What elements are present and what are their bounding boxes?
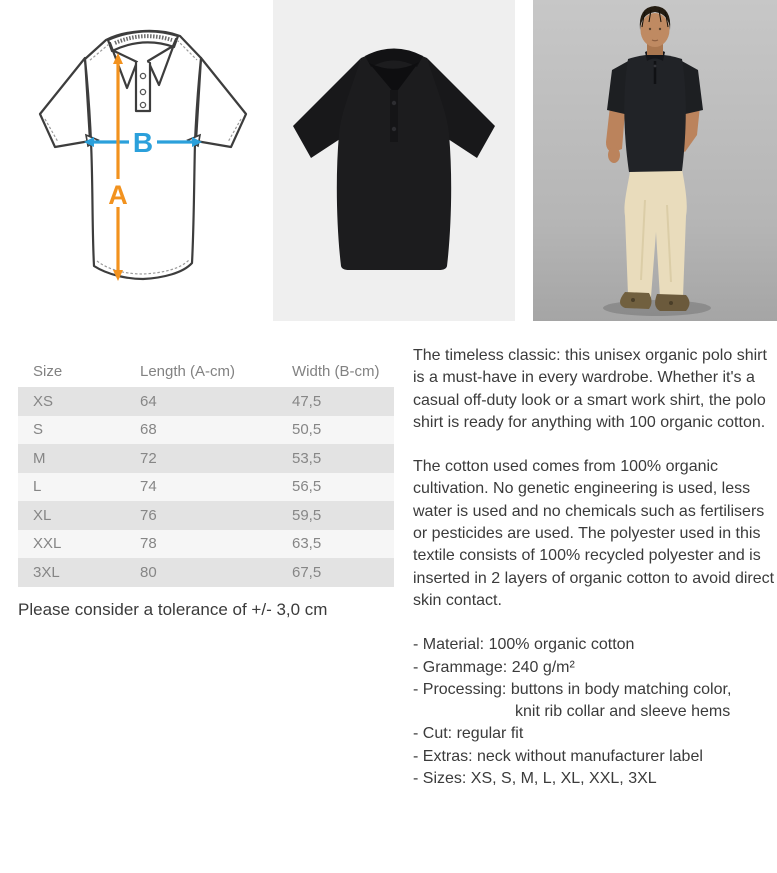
table-row [18, 558, 394, 587]
cell-width: 47,5 [292, 392, 322, 410]
cell-length: 64 [140, 392, 157, 410]
col-header-size: Size [18, 356, 140, 387]
table-row [18, 530, 394, 559]
cell-width: 50,5 [292, 421, 322, 439]
button-1 [140, 73, 145, 78]
cell-size: XS [33, 392, 54, 410]
button-2 [140, 89, 145, 94]
table-row [18, 501, 394, 530]
table-header-row [18, 356, 394, 387]
cell-size: S [33, 421, 44, 439]
flat-button-1 [392, 101, 396, 105]
product-photo-flat [273, 0, 515, 321]
model-photo [533, 0, 777, 321]
table-row [18, 416, 394, 445]
cell-size: XXL [33, 535, 62, 553]
cell-length: 76 [140, 506, 157, 524]
cell-width: 67,5 [292, 563, 322, 581]
model-head [641, 13, 670, 47]
spec-processing: - Processing: buttons in body matching color, [413, 680, 732, 698]
model-eye-left [649, 28, 651, 30]
spec-sizes: - Sizes: XS, S, M, L, XL, XXL, 3XL [413, 770, 657, 788]
size-table [18, 356, 394, 587]
left-sleeve-outline [40, 58, 90, 147]
flat-polo-shirt [273, 0, 515, 321]
cell-width: 53,5 [292, 449, 322, 467]
shoe-detail-1 [631, 298, 635, 302]
model-left-hand [608, 147, 620, 163]
flat-placket [390, 90, 398, 142]
cell-length: 80 [140, 563, 157, 581]
cell-length: 68 [140, 421, 157, 439]
product-description [413, 345, 777, 790]
size-diagram-image [28, 12, 258, 306]
spec-processing-continued: knit rib collar and sleeve hems [515, 703, 731, 721]
spec-list [413, 634, 777, 790]
table-row [18, 387, 394, 416]
model-left-shoe [620, 292, 652, 309]
model-polo-button [654, 65, 657, 68]
description-paragraph-2: The cotton used comes from 100% organic cultivation. No genetic engineering is used, less water is used and no chemicals such as fertilisers or pesticides are used. The polyester used in this textile consists of 100% recycled polyester and is inserted in 2 layers of organic cotton to avoid direct skin contact. [413, 458, 775, 609]
col-header-length: Length (A-cm) [140, 356, 292, 387]
table-row [18, 473, 394, 502]
description-paragraph-1: The timeless classic: this unisex organic polo shirt is a must-have in every wardrobe. Whether it's a casual off-duty look or a smart work shirt, the polo shirt is ready for anything with 100 organic cotton. [413, 347, 767, 431]
cell-length: 72 [140, 449, 157, 467]
cell-width: 59,5 [292, 506, 322, 524]
button-3 [140, 102, 145, 107]
cell-length: 74 [140, 478, 157, 496]
spec-grammage: - Grammage: 240 g/m² [413, 658, 575, 676]
spec-cut: - Cut: regular fit [413, 725, 524, 743]
table-row [18, 444, 394, 473]
model-wearing-polo [533, 0, 777, 321]
polo-measurement-drawing [28, 12, 258, 306]
cell-size: 3XL [33, 563, 60, 581]
tolerance-note: Please consider a tolerance of +/- 3,0 cm [18, 600, 328, 619]
cell-length: 78 [140, 535, 157, 553]
shoe-detail-2 [669, 301, 673, 305]
label-b: B [132, 127, 154, 158]
cell-size: L [33, 478, 42, 496]
cell-width: 63,5 [292, 535, 322, 553]
cell-size: XL [33, 506, 52, 524]
flat-button-2 [392, 127, 396, 131]
model-eye-right [659, 28, 661, 30]
label-a: A [108, 180, 128, 210]
cell-width: 56,5 [292, 478, 322, 496]
cell-size: M [33, 449, 46, 467]
right-sleeve-outline [196, 58, 246, 147]
spec-extras: - Extras: neck without manufacturer label [413, 747, 703, 765]
spec-material: - Material: 100% organic cotton [413, 636, 635, 654]
size-chart [18, 356, 394, 587]
col-header-width: Width (B-cm) [292, 356, 394, 387]
